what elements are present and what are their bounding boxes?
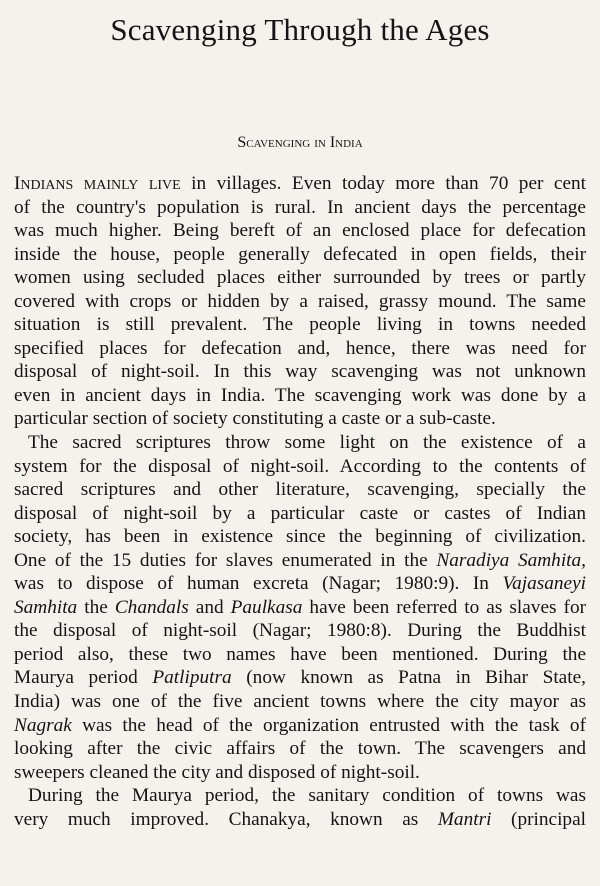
term-patliputra: Patliputra bbox=[152, 667, 232, 689]
text-line: society, has been in existence since the beginning of civilization. bbox=[14, 526, 586, 548]
text-line: women using secluded places either surrounded by trees or partly bbox=[14, 267, 586, 289]
text-line: Indians mainly live in villages. Even today more than 70 per cent bbox=[14, 173, 586, 194]
text-line: Nagrak was the head of the organization entrusted with the task of bbox=[14, 714, 586, 736]
text-line: disposal of night-soil. In this way scavenging was not unknown bbox=[14, 361, 586, 383]
term-samhita: Samhita bbox=[14, 596, 78, 618]
body-text bbox=[14, 172, 586, 831]
term-nagrak: Nagrak bbox=[14, 714, 72, 736]
text-line: The sacred scriptures throw some light on the existence of a bbox=[28, 432, 586, 454]
text-line: the disposal of night-soil (Nagar; 1980:8). During the Buddhist bbox=[14, 620, 586, 642]
text-line: was to dispose of human excreta (Nagar; 1980:9). In Vajasaneyi bbox=[14, 573, 586, 595]
text-line: specified places for defecation and, hence, there was need for bbox=[14, 337, 586, 359]
text-line: particular section of society constituting a caste or a sub-caste. bbox=[14, 408, 496, 430]
text-line: was much higher. Being bereft of an enclosed place for defecation bbox=[14, 220, 586, 242]
text-line: Samhita the Chandals and Paulkasa have been referred to as slaves for bbox=[14, 596, 586, 618]
text-line: India) was one of the five ancient towns where the city mayor as bbox=[14, 691, 586, 713]
term-paulkasa: Paulkasa bbox=[230, 596, 303, 618]
term-naradiya-samhita: Naradiya Samhita, bbox=[436, 549, 586, 571]
text-line: very much improved. Chanakya, known as Mantri (principal bbox=[14, 808, 586, 830]
text-line: looking after the civic affairs of the town. The scavengers and bbox=[14, 738, 586, 760]
text-line: Maurya period Patliputra (now known as Patna in Bihar State, bbox=[14, 667, 586, 689]
text-line: One of the 15 duties for slaves enumerated in the Naradiya Samhita, bbox=[14, 549, 586, 571]
text-line: of the country's population is rural. In ancient days the percentage bbox=[14, 196, 586, 218]
text-line: situation is still prevalent. The people living in towns needed bbox=[14, 314, 586, 336]
section-heading: Scavenging in India bbox=[237, 134, 363, 151]
text-line: period also, these two names have been mentioned. During the bbox=[14, 643, 586, 665]
text-line: system for the disposal of night-soil. According to the contents of bbox=[14, 455, 586, 477]
text-line: During the Maurya period, the sanitary condition of towns was bbox=[28, 785, 586, 807]
text-line: covered with crops or hidden by a raised, grassy mound. The same bbox=[14, 290, 586, 312]
text-line: even in ancient days in India. The scavenging work was done by a bbox=[14, 384, 586, 406]
term-chandals: Chandals bbox=[114, 596, 189, 618]
text-line: disposal of night-soil by a particular caste or castes of Indian bbox=[14, 502, 586, 524]
text-line: sacred scriptures and other literature, scavenging, specially the bbox=[14, 479, 586, 501]
page-title: Scavenging Through the Ages bbox=[110, 12, 490, 47]
text-line: sweepers cleaned the city and disposed of night-soil. bbox=[14, 761, 420, 783]
term-mantri: Mantri bbox=[437, 808, 492, 830]
term-vajasaneyi: Vajasaneyi bbox=[502, 573, 586, 595]
text-line: inside the house, people generally defecated in open fields, their bbox=[14, 243, 586, 265]
lead-in: Indians mainly live bbox=[14, 173, 181, 194]
